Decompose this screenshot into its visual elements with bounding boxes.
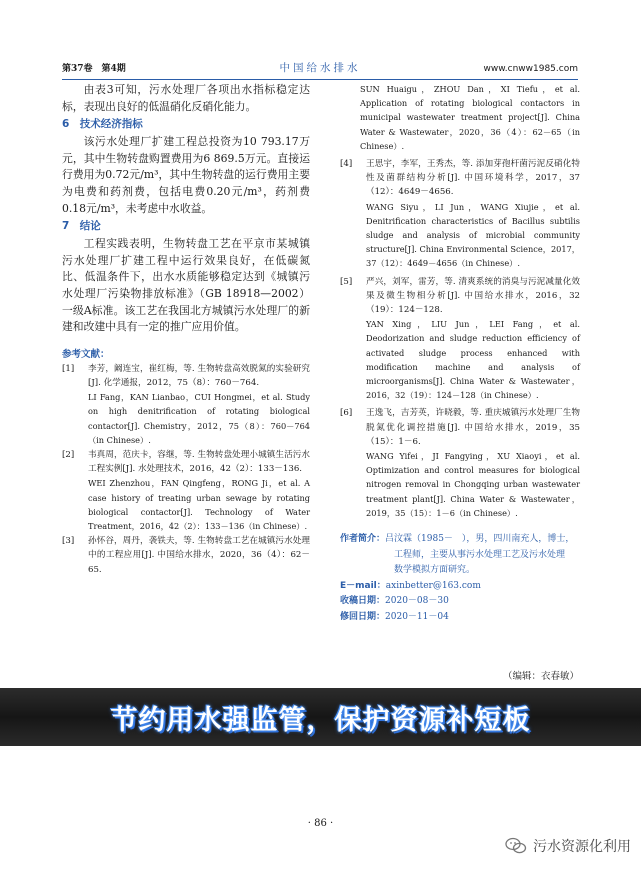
editor-credit: （编辑：衣春敏） — [502, 671, 579, 682]
reference-item — [62, 362, 310, 447]
author-line-3: 数学模拟方面研究。 — [394, 565, 476, 576]
reference-en: YAN Xing，LIU Jun，LEI Fang，et al. Deodorization and sludge reduction efficiency of activated sludge process enhanced with modification machine and analysis of microorganisms[J]. China Water & Wastewater，2016，32（19）：124－128（in Chinese）. — [366, 319, 580, 401]
reference-cn: 严兴，刘军，雷芳，等. 清爽系统的消臭与污泥减量化效果及微生物相分析[J]. 中国给水排水，2016，32（19）：124－128. — [366, 276, 580, 316]
section-6-heading: 6 技术经济指标 — [62, 118, 143, 131]
left-column — [62, 82, 310, 578]
watermark-text: 污水资源化利用 — [533, 839, 631, 855]
reference-item — [340, 157, 580, 271]
author-line-1: 吕汶霖（1985－ ），男，四川南充人，博士， — [385, 534, 575, 545]
right-column — [340, 82, 580, 625]
volume-issue: 第37卷 第4期 — [62, 64, 126, 74]
reference-item — [340, 275, 580, 403]
reference-en: WANG Siyu，LI Jun，WANG Xiujie，et al. Denitrification characteristics of Bacillus subtilis sludge and analysis of microbial community structure[J]. China Environmental Science，2017，37（12）：4649－4656（in Chinese）. — [366, 201, 580, 269]
reference-cn: 孙怀谷，周丹，袭铁夫，等. 生物转盘工艺在城镇污水处理中的工程应用[J]. 中国给水排水，2020，36（4）：62－65. — [88, 536, 310, 575]
header-rule — [62, 79, 578, 80]
slogan-text: 节约用水强监管，保护资源补短板 — [110, 704, 531, 736]
email-label: E－mail： — [340, 580, 386, 591]
received-label: 收稿日期： — [340, 596, 386, 607]
reference-cn: 王逸飞，吉芳英，许晓毅，等. 重庆城镇污水处理厂生物脱氮优化调控措施[J]. 中国给水排水，2019，35（15）：1－6. — [366, 408, 580, 447]
received-date: 2020－08－30 — [385, 596, 449, 607]
journal-name: 中国给水排水 — [279, 62, 361, 74]
reference-cn: 王思宇，李军，王秀杰，等. 添加芽孢杆菌污泥反硝化特性及菌群结构分析[J]. 中国环境科学，2017，37（12）：4649－4656. — [366, 159, 580, 198]
reference-number: [4] — [340, 159, 353, 170]
reference-cn: 李芳，阚连宝，崔红梅，等. 生物转盘高效脱氮的实验研究[J]. 化学通报，2012，75（8）：760－764. — [88, 363, 310, 388]
reference-number: [2] — [62, 449, 75, 460]
journal-url: www.cnww1985.com — [483, 64, 578, 74]
revised-label: 修回日期： — [340, 611, 386, 622]
reference-3-en: SUN Huaigu，ZHOU Dan，XI Tiefu，et al. Application of rotating biological contactors in municipal wastewater treatment project[J]. China Water & Wastewater，2020，36（4）：62－65（in Chinese）. — [360, 84, 580, 151]
reference-number: [5] — [340, 276, 353, 287]
author-info — [340, 532, 580, 625]
reference-number: [3] — [62, 536, 75, 547]
reference-en: LI Fang，KAN Lianbao，CUI Hongmei，et al. Study on high denitrification of rotating biological contactor[J]. Chemistry，2012，75（8）：760－764（in Chinese）. — [88, 392, 310, 445]
reference-item — [340, 406, 580, 520]
running-header — [62, 62, 578, 76]
revised-date: 2020－11－04 — [385, 611, 449, 622]
references-title: 参考文献： — [62, 348, 110, 360]
section-6-paragraph: 该污水处理厂扩建工程总投资为10 793.17万元，其中生物转盘购置费用为6 869.5万元。直接运行费用为0.72元/m³，其中生物转盘的运行费用主要为电费和药剂费，包括电费0.20元/m³，药剂费0.18元/m³，未考虑中水收益。 — [62, 135, 310, 215]
page-number: · 86 · — [307, 818, 334, 829]
reference-en: WANG Yifei，JI Fangying，XU Xiaoyi，et al. Optimization and control measures for biological nitrogen removal in Chongqing urban wastewater treatment plant[J]. China Water & Wastewater，2019，35（15）：1－6（in Chinese）. — [366, 451, 580, 518]
chat-bubble-icon — [505, 837, 527, 855]
author-label: 作者简介： — [340, 534, 386, 545]
reference-item — [62, 534, 310, 577]
section-7-paragraph: 工程实践表明，生物转盘工艺在平京市某城镇污水处理厂扩建工程中运行效果良好，在低碳氮比、低温条件下，出水水质能够稳定达到《城镇污水处理厂污染物排放标准》（GB 18918—2002）一级A标准。该工艺在我国北方城镇污水处理厂的新建和改建中具有一定的推广应用价值。 — [62, 237, 310, 334]
reference-cn: 韦真周，范庆卡，容继，等. 生物转盘处理小城镇生活污水工程实例[J]. 水处理技术，2016，42（2）：133－136. — [88, 449, 310, 475]
intro-paragraph: 由表3可知，污水处理厂各项出水指标稳定达标，表现出良好的低温硝化反硝化能力。 — [62, 83, 310, 113]
reference-number: [1] — [62, 363, 75, 374]
reference-item — [62, 448, 310, 533]
email-value: axinbetter@163.com — [385, 580, 481, 591]
account-watermark — [505, 836, 631, 856]
reference-number: [6] — [340, 408, 353, 419]
slogan-banner — [0, 688, 641, 746]
section-7-heading: 7 结论 — [62, 220, 101, 233]
author-line-2: 工程师，主要从事污水处理工艺及污水处理 — [394, 549, 566, 560]
reference-en: WEI Zhenzhou，FAN Qingfeng，RONG Ji，et al. A case history of treating urban sewage by rotating biological contactor[J]. Technology of Water Treatment，2016，42（2）：133－136（in Chinese）. — [88, 478, 310, 531]
